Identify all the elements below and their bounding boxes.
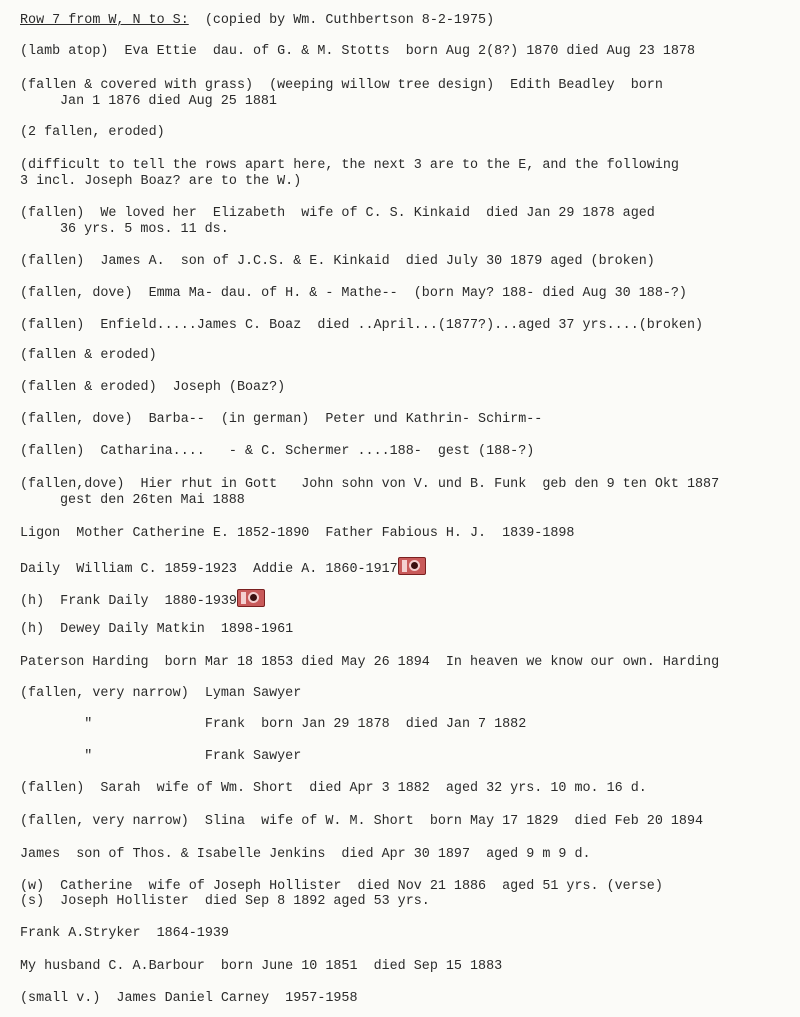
entry-11: (fallen, dove) Barba-- (in german) Peter und Kathrin- Schirm-- xyxy=(20,412,543,427)
entry-5: (fallen) We loved her Elizabeth wife of C. S. Kinkaid died Jan 29 1878 aged xyxy=(20,206,655,221)
entry-10: (fallen & eroded) Joseph (Boaz?) xyxy=(20,380,286,395)
entry-13-cont: gest den 26ten Mai 1888 xyxy=(60,493,245,508)
header-line xyxy=(20,13,494,29)
entry-8: (fallen) Enfield.....James C. Boaz died ..April...(1877?)...aged 37 yrs....(broken) xyxy=(20,318,704,333)
entry-13: (fallen,dove) Hier rhut in Gott John sohn von V. und B. Funk geb den 9 ten Okt 1887 xyxy=(20,477,720,492)
entry-18: Paterson Harding born Mar 18 1853 died May 26 1894 In heaven we know our own. Harding xyxy=(20,655,720,670)
entry-4: (difficult to tell the rows apart here, the next 3 are to the E, and the following xyxy=(20,158,679,173)
entry-23: (fallen, very narrow) Slina wife of W. M. Short born May 17 1829 died Feb 20 1894 xyxy=(20,814,704,829)
page-title: Row 7 from W, N to S: xyxy=(20,13,189,28)
entry-5-cont: 36 yrs. 5 mos. 11 ds. xyxy=(60,222,229,237)
entry-2-cont: Jan 1 1876 died Aug 25 1881 xyxy=(60,94,277,109)
entry-7: (fallen, dove) Emma Ma- dau. of H. & - Mathe-- (born May? 188- died Aug 30 188-?) xyxy=(20,286,687,301)
entry-4-cont: 3 incl. Joseph Boaz? are to the W.) xyxy=(20,174,302,189)
entry-9: (fallen & eroded) xyxy=(20,348,157,363)
entry-25-cont: (s) Joseph Hollister died Sep 8 1892 aged 53 yrs. xyxy=(20,894,430,909)
entry-21: " Frank Sawyer xyxy=(20,749,302,764)
entry-27: My husband C. A.Barbour born June 10 1851 died Sep 15 1883 xyxy=(20,959,503,974)
entry-2: (fallen & covered with grass) (weeping willow tree design) Edith Beadley born xyxy=(20,78,663,93)
entry-20: " Frank born Jan 29 1878 died Jan 7 1882 xyxy=(20,717,527,732)
entry-14: Ligon Mother Catherine E. 1852-1890 Father Fabious H. J. 1839-1898 xyxy=(20,526,575,541)
entry-15 xyxy=(20,557,426,578)
entry-17: (h) Dewey Daily Matkin 1898-1961 xyxy=(20,622,294,637)
entry-28: (small v.) James Daniel Carney 1957-1958 xyxy=(20,991,358,1006)
entry-15-text: Daily William C. 1859-1923 Addie A. 1860-1917 xyxy=(20,562,398,577)
entry-19: (fallen, very narrow) Lyman Sawyer xyxy=(20,686,302,701)
entry-16-text: (h) Frank Daily 1880-1939 xyxy=(20,594,237,609)
entry-6: (fallen) James A. son of J.C.S. & E. Kinkaid died July 30 1879 aged (broken) xyxy=(20,254,655,269)
entry-3: (2 fallen, eroded) xyxy=(20,125,165,140)
entry-12: (fallen) Catharina.... - & C. Schermer ....188- gest (188-?) xyxy=(20,444,535,459)
entry-1: (lamb atop) Eva Ettie dau. of G. & M. Stotts born Aug 2(8?) 1870 died Aug 23 1878 xyxy=(20,44,695,59)
camera-icon[interactable] xyxy=(237,589,265,607)
entry-16 xyxy=(20,589,265,610)
entry-22: (fallen) Sarah wife of Wm. Short died Apr 3 1882 aged 32 yrs. 10 mo. 16 d. xyxy=(20,781,647,796)
camera-icon[interactable] xyxy=(398,557,426,575)
entry-25: (w) Catherine wife of Joseph Hollister died Nov 21 1886 aged 51 yrs. (verse) xyxy=(20,879,663,894)
entry-24: James son of Thos. & Isabelle Jenkins died Apr 30 1897 aged 9 m 9 d. xyxy=(20,847,591,862)
entry-26: Frank A.Stryker 1864-1939 xyxy=(20,926,229,941)
copied-by-note: (copied by Wm. Cuthbertson 8-2-1975) xyxy=(204,13,495,28)
